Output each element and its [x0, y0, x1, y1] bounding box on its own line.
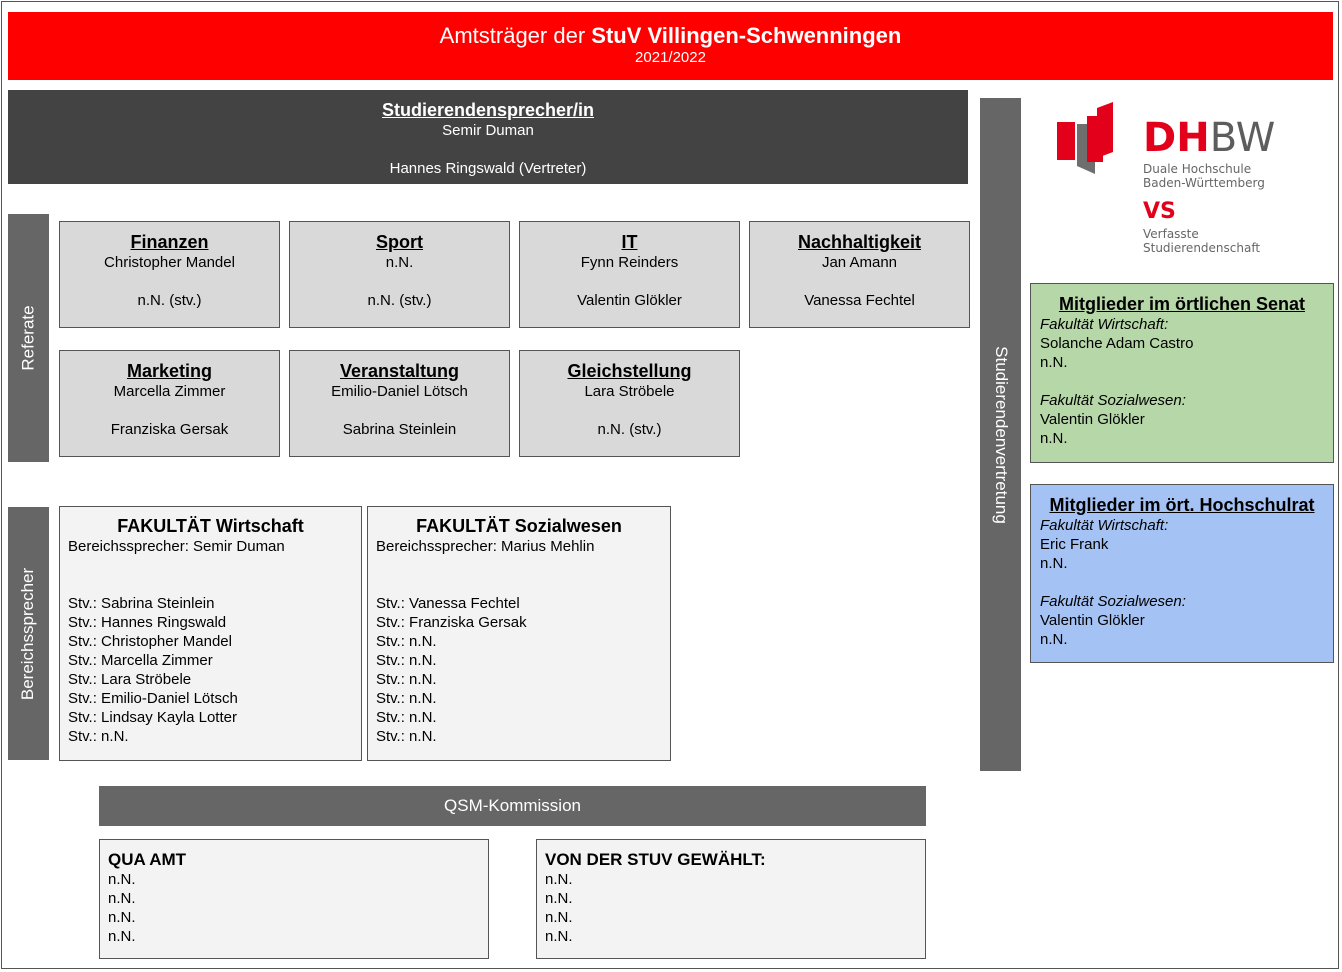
speaker-deputy: Hannes Ringswald (Vertreter) — [389, 160, 587, 177]
qsm-left-item: n.N. — [108, 928, 136, 945]
hochschulrat-faculty-2: Fakultät Sozialwesen: — [1040, 593, 1186, 610]
hochschulrat-member: Eric Frank — [1040, 536, 1109, 553]
referat-title: Marketing — [126, 361, 213, 381]
faculty-title: FAKULTÄT Wirtschaft — [117, 516, 304, 536]
referat-title: Veranstaltung — [339, 361, 460, 381]
faculty-deputy: Stv.: Lara Ströbele — [68, 671, 192, 688]
faculty-deputy: Stv.: n.N. — [376, 671, 437, 688]
referat-deputy: n.N. (stv.) — [137, 292, 202, 309]
studierendenvertretung-label: Studierendenvertretung — [991, 345, 1011, 524]
title-prefix: Amtsträger der — [439, 23, 586, 48]
referat-lead: Emilio-Daniel Lötsch — [331, 383, 468, 400]
referat-title: Nachhaltigkeit — [797, 232, 922, 252]
referat-box-it — [519, 221, 740, 328]
referat-deputy: Sabrina Steinlein — [342, 421, 457, 438]
logo-dh: DH — [1143, 115, 1210, 161]
qsm-box-qua-amt — [99, 839, 489, 959]
referat-title: Sport — [376, 232, 423, 252]
hochschulrat-member: n.N. — [1040, 631, 1068, 648]
referat-deputy: n.N. (stv.) — [367, 292, 432, 309]
referat-box-gleichstellung — [519, 350, 740, 457]
year-label: 2021/2022 — [635, 49, 706, 66]
referate-label: Referate — [18, 305, 38, 371]
faculty-deputy: Stv.: Hannes Ringswald — [68, 614, 227, 631]
referat-title: Finanzen — [130, 232, 209, 252]
studierendenvertretung-bar — [980, 98, 1021, 771]
senat-faculty-1: Fakultät Wirtschaft: — [1040, 316, 1169, 333]
referat-title: IT — [621, 232, 638, 252]
logo-subtitle-1: Duale Hochschule — [1143, 162, 1252, 176]
faculty-deputy: Stv.: Emilio-Daniel Lötsch — [68, 690, 238, 707]
qsm-right-item: n.N. — [545, 890, 573, 907]
page-title — [8, 23, 1333, 49]
referat-lead: n.N. — [385, 254, 414, 271]
logo-vs: VS — [1143, 199, 1176, 224]
faculty-deputy: Stv.: Marcella Zimmer — [68, 652, 213, 669]
referat-box-nachhaltigkeit — [749, 221, 970, 328]
senat-box — [1030, 283, 1334, 463]
faculty-deputy: Stv.: Franziska Gersak — [376, 614, 527, 631]
referat-deputy: Vanessa Fechtel — [804, 292, 915, 309]
qsm-left-title: QUA AMT — [108, 850, 187, 869]
qsm-left-item: n.N. — [108, 890, 136, 907]
referat-lead: Lara Ströbele — [584, 383, 675, 400]
faculty-deputy: Stv.: n.N. — [376, 690, 437, 707]
bereichssprecher-label: Bereichssprecher — [18, 567, 38, 700]
dhbw-logo-mark-icon — [1057, 102, 1143, 176]
hochschulrat-member: Valentin Glökler — [1040, 612, 1145, 629]
faculty-title: FAKULTÄT Sozialwesen — [416, 516, 622, 536]
faculty-deputy: Stv.: n.N. — [376, 728, 437, 745]
faculty-speaker: Bereichssprecher: Semir Duman — [68, 538, 285, 555]
senat-member: n.N. — [1040, 354, 1068, 371]
hochschulrat-member: n.N. — [1040, 555, 1068, 572]
qsm-right-item: n.N. — [545, 909, 573, 926]
senat-member: Solanche Adam Castro — [1040, 335, 1194, 352]
qsm-bar: QSM-Kommission — [99, 786, 926, 826]
bereichssprecher-side-label — [8, 507, 49, 760]
faculty-box-wirtschaft — [59, 506, 362, 761]
senat-title: Mitglieder im örtlichen Senat — [1058, 294, 1306, 314]
qsm-box-stuv-gewaehlt — [536, 839, 926, 959]
senat-faculty-2: Fakultät Sozialwesen: — [1040, 392, 1186, 409]
qsm-right-title: VON DER STUV GEWÄHLT: — [545, 850, 766, 869]
faculty-deputy: Stv.: n.N. — [376, 709, 437, 726]
faculty-deputy: Stv.: n.N. — [68, 728, 129, 745]
referat-lead: Fynn Reinders — [580, 254, 679, 271]
faculty-speaker: Bereichssprecher: Marius Mehlin — [376, 538, 595, 555]
faculty-deputy: Stv.: n.N. — [376, 633, 437, 650]
qsm-right-item: n.N. — [545, 928, 573, 945]
speaker-name: Semir Duman — [442, 122, 534, 139]
referat-deputy: Valentin Glökler — [577, 292, 682, 309]
logo-bw: BW — [1209, 115, 1276, 161]
speaker-title: Studierendensprecher/in — [381, 100, 595, 120]
logo-subtitle-2: Baden-Württemberg — [1143, 176, 1265, 190]
qsm-right-item: n.N. — [545, 871, 573, 888]
dhbw-logo — [1057, 100, 1317, 255]
hochschulrat-box — [1030, 484, 1334, 663]
dhbw-wordmark — [1143, 115, 1276, 161]
referat-lead: Marcella Zimmer — [113, 383, 226, 400]
referat-box-marketing — [59, 350, 280, 457]
hochschulrat-title: Mitglieder im ört. Hochschulrat — [1049, 495, 1315, 515]
qsm-left-item: n.N. — [108, 909, 136, 926]
referat-title: Gleichstellung — [567, 361, 692, 381]
logo-vs-subtitle: Verfasste Studierendenschaft — [1143, 227, 1261, 255]
faculty-deputy: Stv.: Vanessa Fechtel — [376, 595, 520, 612]
referat-deputy: n.N. (stv.) — [597, 421, 662, 438]
referat-lead: Jan Amann — [821, 254, 898, 271]
referat-box-finanzen — [59, 221, 280, 328]
referat-box-veranstaltung — [289, 350, 510, 457]
title-banner — [8, 12, 1333, 80]
faculty-deputy: Stv.: Christopher Mandel — [68, 633, 232, 650]
faculty-deputy: Stv.: Sabrina Steinlein — [68, 595, 215, 612]
faculty-deputy: Stv.: n.N. — [376, 652, 437, 669]
senat-member: Valentin Glökler — [1040, 411, 1145, 428]
hochschulrat-faculty-1: Fakultät Wirtschaft: — [1040, 517, 1169, 534]
qsm-left-item: n.N. — [108, 871, 136, 888]
referate-side-label — [8, 214, 49, 462]
faculty-box-sozialwesen — [367, 506, 671, 761]
referat-deputy: Franziska Gersak — [110, 421, 229, 438]
senat-member: n.N. — [1040, 430, 1068, 447]
speaker-box — [8, 90, 968, 184]
title-org: StuV Villingen-Schwenningen — [591, 23, 902, 48]
referat-lead: Christopher Mandel — [104, 254, 235, 271]
faculty-deputy: Stv.: Lindsay Kayla Lotter — [68, 709, 237, 726]
referat-box-sport — [289, 221, 510, 328]
